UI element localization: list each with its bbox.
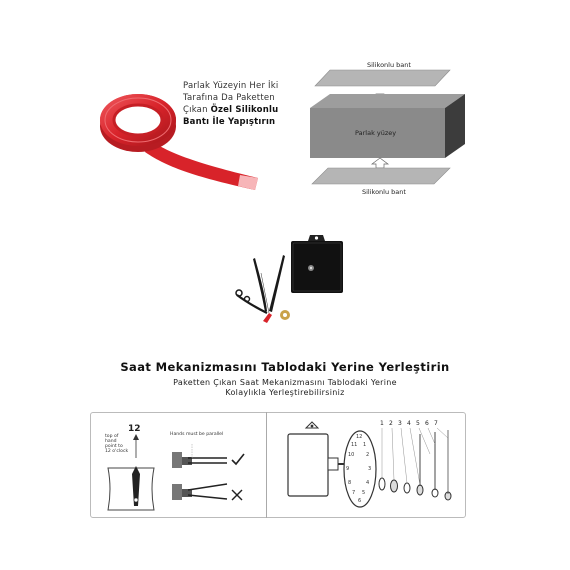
twelve-label: 12 bbox=[128, 424, 141, 434]
tape-caption-line-4-bold: Bantı İle Yapıştırın bbox=[183, 117, 276, 127]
instruction-divider bbox=[266, 412, 267, 518]
svg-text:6: 6 bbox=[358, 498, 362, 504]
svg-text:5: 5 bbox=[362, 490, 366, 496]
clock-mechanism-image bbox=[225, 233, 350, 333]
top-of-hand-note: top of hand point to 12 o'clock bbox=[105, 434, 129, 454]
tape-caption-line-1: Parlak Yüzeyin Her İki bbox=[183, 81, 279, 91]
subheading-line-2: Kolaylıkla Yerleştirebilirsiniz bbox=[225, 388, 345, 397]
step-number-5: 5 bbox=[416, 420, 420, 427]
hands-parallel-note: Hands must be parallel bbox=[170, 432, 224, 437]
tape-caption-line-3-bold: Özel Silikonlu bbox=[210, 105, 279, 115]
svg-text:7: 7 bbox=[352, 490, 356, 496]
svg-text:10: 10 bbox=[348, 452, 355, 458]
step-number-1: 1 bbox=[380, 420, 384, 427]
tape-caption-line-2: Tarafına Da Paketten bbox=[183, 93, 275, 103]
svg-text:8: 8 bbox=[348, 480, 352, 486]
step-number-3: 3 bbox=[398, 420, 402, 427]
top-tape-label: Silikonlu bant bbox=[367, 61, 411, 69]
step-number-2: 2 bbox=[389, 420, 393, 427]
svg-text:9: 9 bbox=[346, 466, 350, 472]
subheading-line-1: Paketten Çıkan Saat Mekanizmasını Tablodaki Yerine bbox=[173, 378, 397, 387]
step-number-4: 4 bbox=[407, 420, 411, 427]
tape-caption-line-3-prefix: Çıkan bbox=[183, 105, 211, 115]
step-number-6: 6 bbox=[425, 420, 429, 427]
step-number-7: 7 bbox=[434, 420, 438, 427]
mechanism-subheading bbox=[0, 378, 570, 398]
svg-text:2: 2 bbox=[366, 452, 370, 458]
svg-text:11: 11 bbox=[351, 442, 358, 448]
surface-label: Parlak yüzey bbox=[355, 129, 397, 137]
hand-alignment-diagram bbox=[92, 414, 264, 516]
tape-caption bbox=[183, 80, 293, 128]
svg-text:1: 1 bbox=[363, 442, 367, 448]
step-numbers bbox=[380, 420, 470, 430]
bottom-tape-label: Silikonlu bant bbox=[362, 188, 406, 196]
svg-text:4: 4 bbox=[366, 480, 370, 486]
svg-text:3: 3 bbox=[368, 466, 372, 472]
mechanism-heading: Saat Mekanizmasını Tablodaki Yerine Yerleştirin bbox=[120, 360, 450, 374]
svg-text:12: 12 bbox=[356, 434, 363, 440]
